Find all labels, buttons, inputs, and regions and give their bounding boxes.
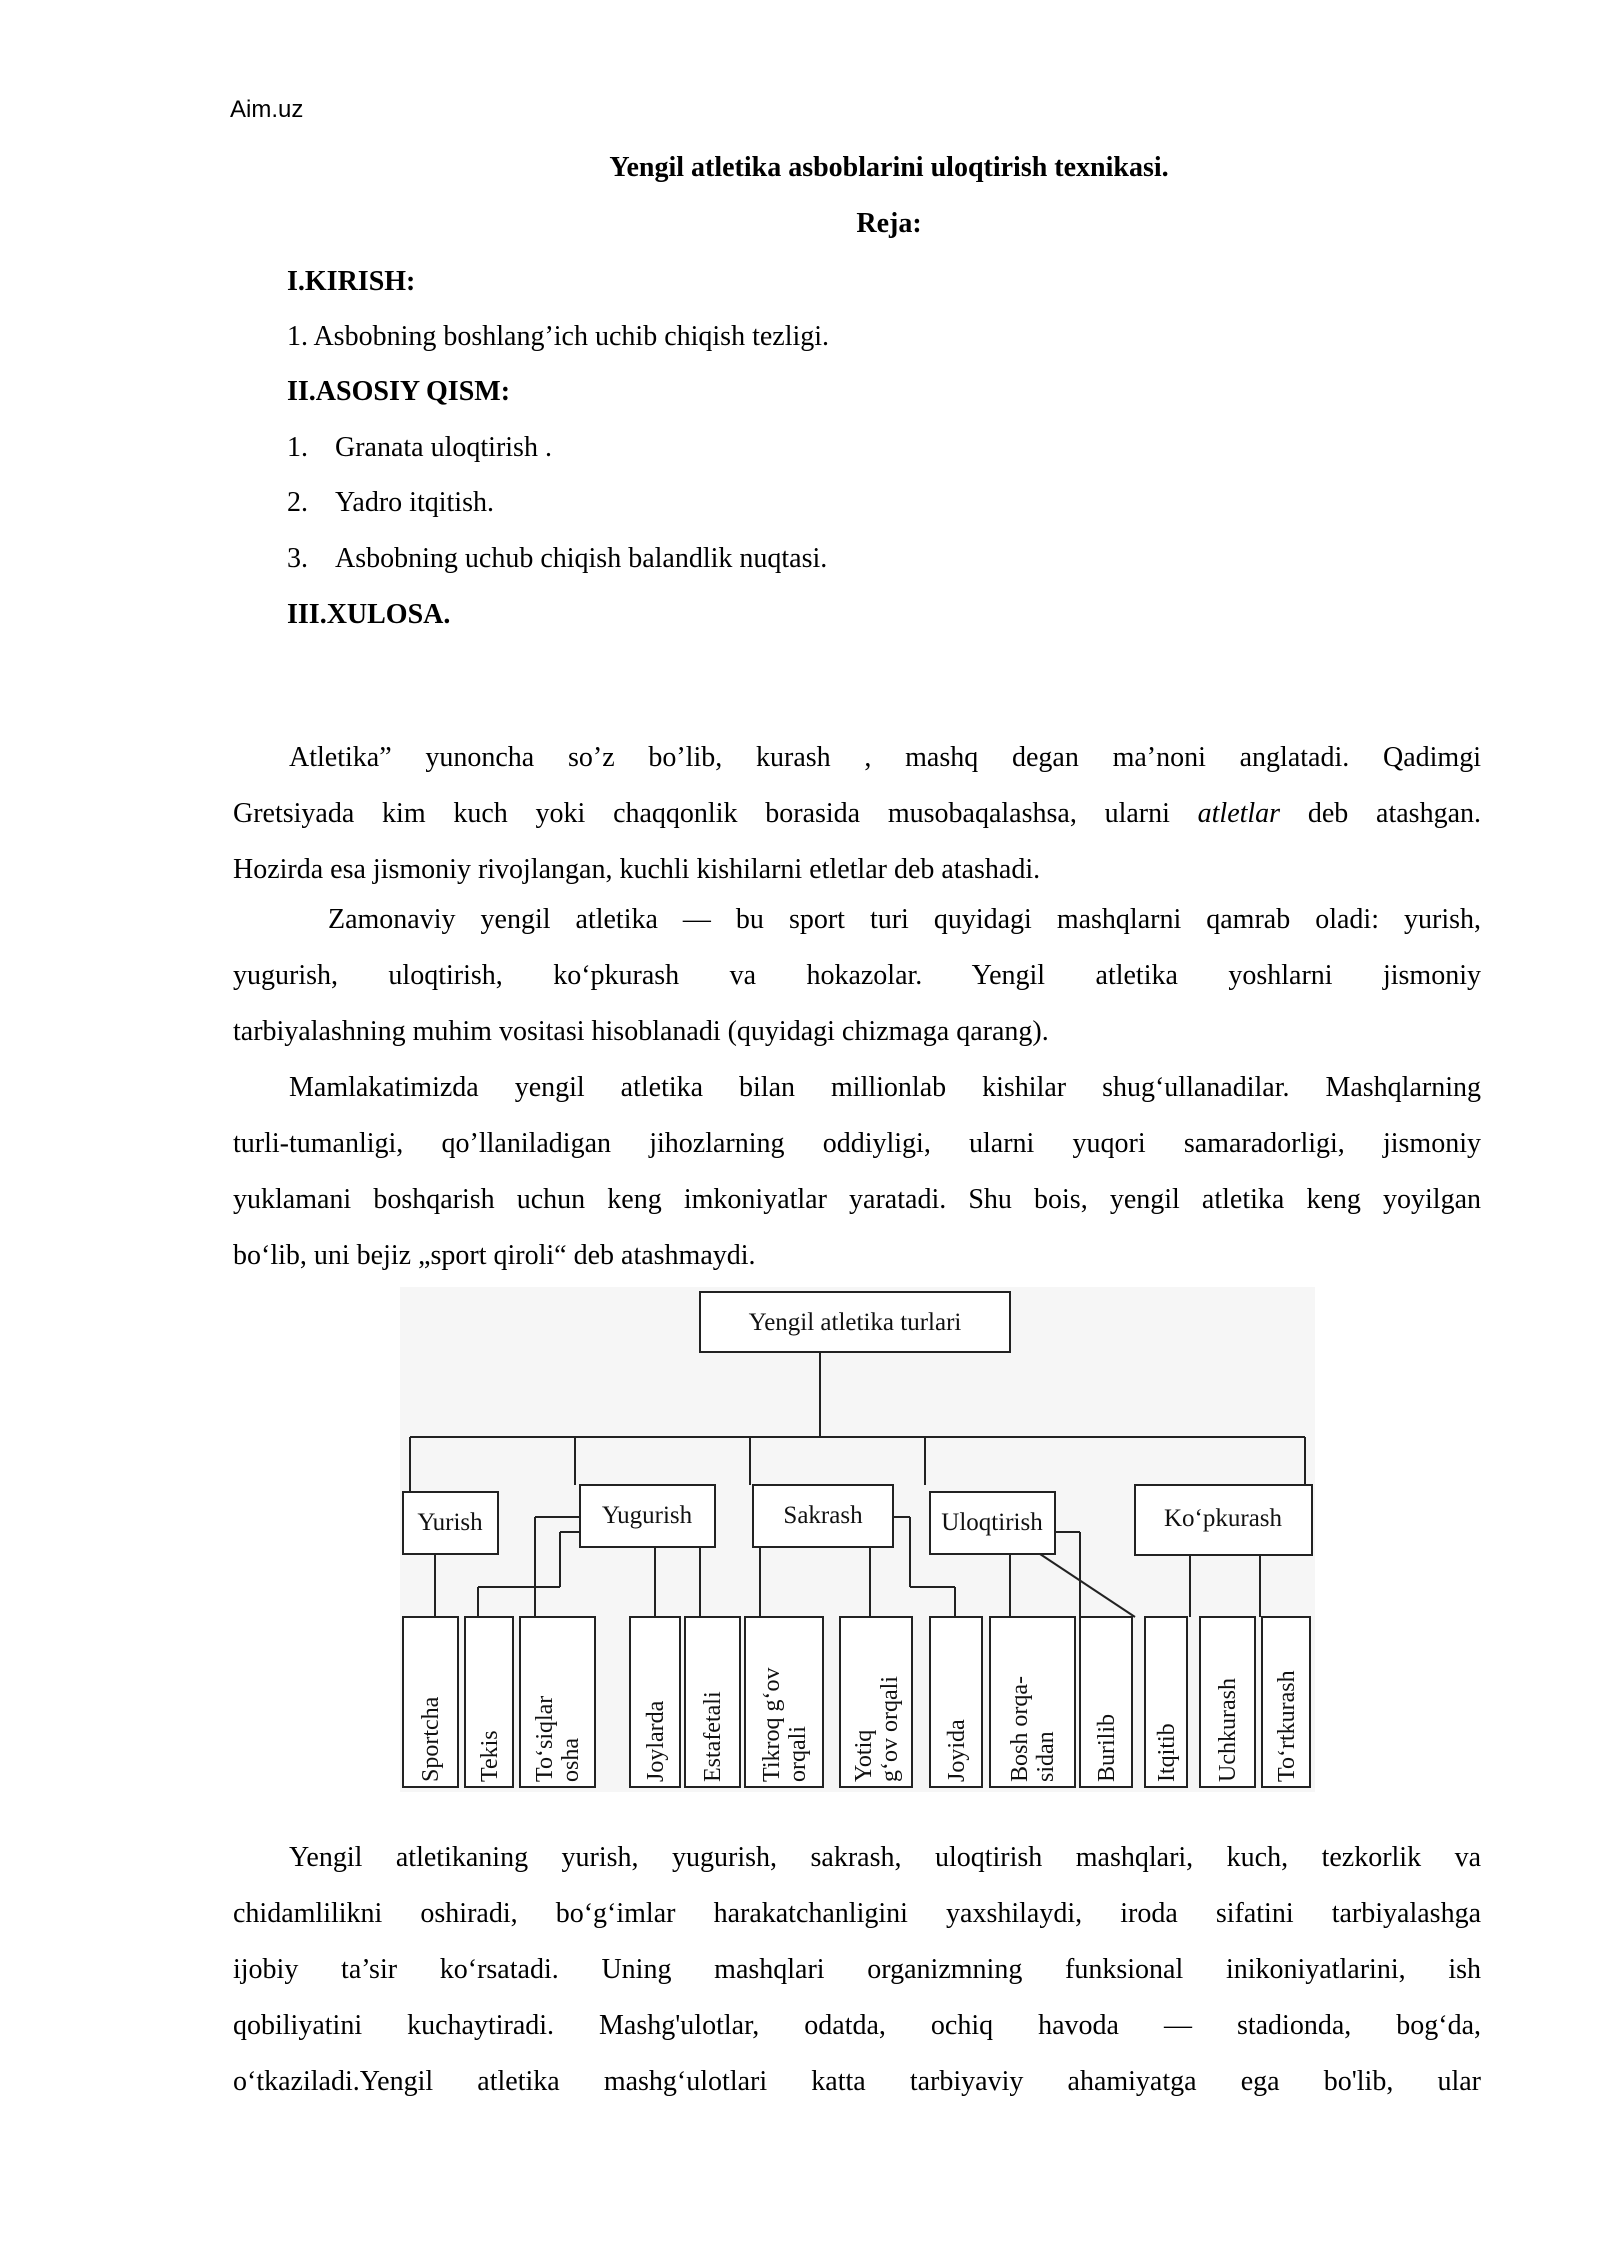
paragraph-1: [233, 730, 1481, 898]
list-text: Yadro itqitish.: [335, 487, 494, 518]
leaf-label: Bosh orqa-: [1007, 1676, 1033, 1782]
paragraph-line: Mamlakatimizda yengil atletika bilan millionlab kishilar shug‘ullanadilar. Mashqlarning: [289, 1072, 1481, 1103]
paragraph-line: tarbiyalashning muhim vositasi hisoblanadi (quyidagi chizmaga qarang).: [233, 1016, 1049, 1047]
list-text: Asbobning uchub chiqish balandlik nuqtasi.: [335, 543, 828, 574]
athletics-types-diagram: [400, 1287, 1315, 1792]
leaf-label: Estafetali: [700, 1691, 726, 1782]
category-label: Yurish: [417, 1509, 483, 1536]
paragraph-line: yugurish, uloqtirish, ko‘pkurash va hokazolar. Yengil atletika yoshlarni jismoniy: [233, 960, 1481, 991]
category-label: Uloqtirish: [941, 1509, 1043, 1536]
list-number: 1.: [287, 432, 308, 463]
leaf-label: Sportcha: [418, 1696, 444, 1782]
leaf-label: Burilib: [1094, 1713, 1120, 1782]
plan-item-intro: I.KIRISH:: [287, 266, 416, 297]
paragraph-line: turli-tumanligi, qo’llaniladigan jihozlarning oddiyligi, ularni yuqori samaradorligi, jismoniy: [233, 1128, 1481, 1159]
paragraph-line: qobiliyatini kuchaytiradi. Mashg'ulotlar, odatda, ochiq havoda — stadionda, bog‘da,: [233, 2010, 1481, 2041]
leaf-label: g‘ov orqali: [877, 1676, 903, 1782]
paragraph-4: [233, 1830, 1481, 2110]
leaf-label: orqali: [785, 1726, 811, 1782]
leaf-label: Tikroq g‘ov: [759, 1667, 785, 1782]
plan-item-conclusion: III.XULOSA.: [287, 599, 451, 630]
paragraph-3: [233, 1060, 1481, 1284]
paragraph-line: Yengil atletikaning yurish, yugurish, sakrash, uloqtirish mashqlari, kuch, tezkorlik va: [289, 1842, 1481, 1873]
diagram-svg: [400, 1287, 1315, 1792]
category-label: Ko‘pkurash: [1163, 1505, 1283, 1532]
list-number: 2.: [287, 487, 308, 518]
plan-item-main: II.ASOSIY QISM:: [287, 376, 511, 407]
leaf-label: Tekis: [477, 1730, 503, 1782]
paragraph-line: Gretsiyada kim kuch yoki chaqqonlik borasida musobaqalashsa, ularni atletlar deb atashgan.: [233, 798, 1481, 829]
plan-item-intro-1: 1. Asbobning boshlang’ich uchib chiqish tezligi.: [287, 321, 830, 352]
paragraph-line: ijobiy ta’sir ko‘rsatadi. Uning mashqlari organizmning funksional inikoniyatlarini, ish: [233, 1954, 1481, 1985]
document-title: Yengil atletika asboblarini uloqtirish texnikasi.: [609, 152, 1169, 183]
paragraph-line: Zamonaviy yengil atletika — bu sport turi quyidagi mashqlarni qamrab oladi: yurish,: [328, 904, 1481, 935]
plan-heading: Reja:: [856, 208, 922, 239]
category-label: Sakrash: [783, 1502, 863, 1529]
site-name: Aim.uz: [230, 96, 304, 123]
leaf-label: Itqitib: [1154, 1723, 1180, 1782]
paragraph-2: [233, 892, 1481, 1060]
leaf-label: Yotiq: [851, 1729, 877, 1782]
diagram-root-label: Yengil atletika turlari: [748, 1309, 962, 1336]
paragraph-line: o‘tkaziladi.Yengil atletika mashg‘ulotlari katta tarbiyaviy ahamiyatga ega bo'lib, ular: [233, 2066, 1481, 2097]
plan-item-main-1: [287, 432, 552, 464]
emphasis: atletlar: [1197, 798, 1281, 829]
leaf-label: sidan: [1033, 1731, 1059, 1782]
leaf-label: Joyida: [944, 1719, 970, 1782]
paragraph-line: Hozirda esa jismoniy rivojlangan, kuchli kishilarni etletlar deb atashadi.: [233, 854, 1041, 885]
leaf-label: To‘siqlar: [532, 1695, 558, 1782]
leaf-label: osha: [558, 1738, 584, 1782]
paragraph-line: chidamlilikni oshiradi, bo‘g‘imlar harakatchanligini yaxshilaydi, iroda sifatini tarbiyalashga: [233, 1898, 1481, 1929]
leaf-label: To‘rtkurash: [1274, 1670, 1300, 1782]
paragraph-line: Atletika” yunoncha so’z bo’lib, kurash , mashq degan ma’noni anglatadi. Qadimgi: [289, 742, 1481, 773]
list-number: 3.: [287, 543, 308, 574]
leaf-label: Joylarda: [643, 1700, 669, 1782]
list-text: Granata uloqtirish .: [335, 432, 552, 463]
paragraph-line: yuklamani boshqarish uchun keng imkoniyatlar yaratadi. Shu bois, yengil atletika keng yoyilgan: [233, 1184, 1481, 1215]
plan-item-main-3: [287, 543, 827, 575]
leaf-label: Uchkurash: [1215, 1678, 1241, 1782]
category-label: Yugurish: [601, 1502, 693, 1529]
paragraph-line: bo‘lib, uni bejiz „sport qiroli“ deb atashmaydi.: [233, 1240, 756, 1271]
plan-item-main-2: [287, 487, 494, 519]
